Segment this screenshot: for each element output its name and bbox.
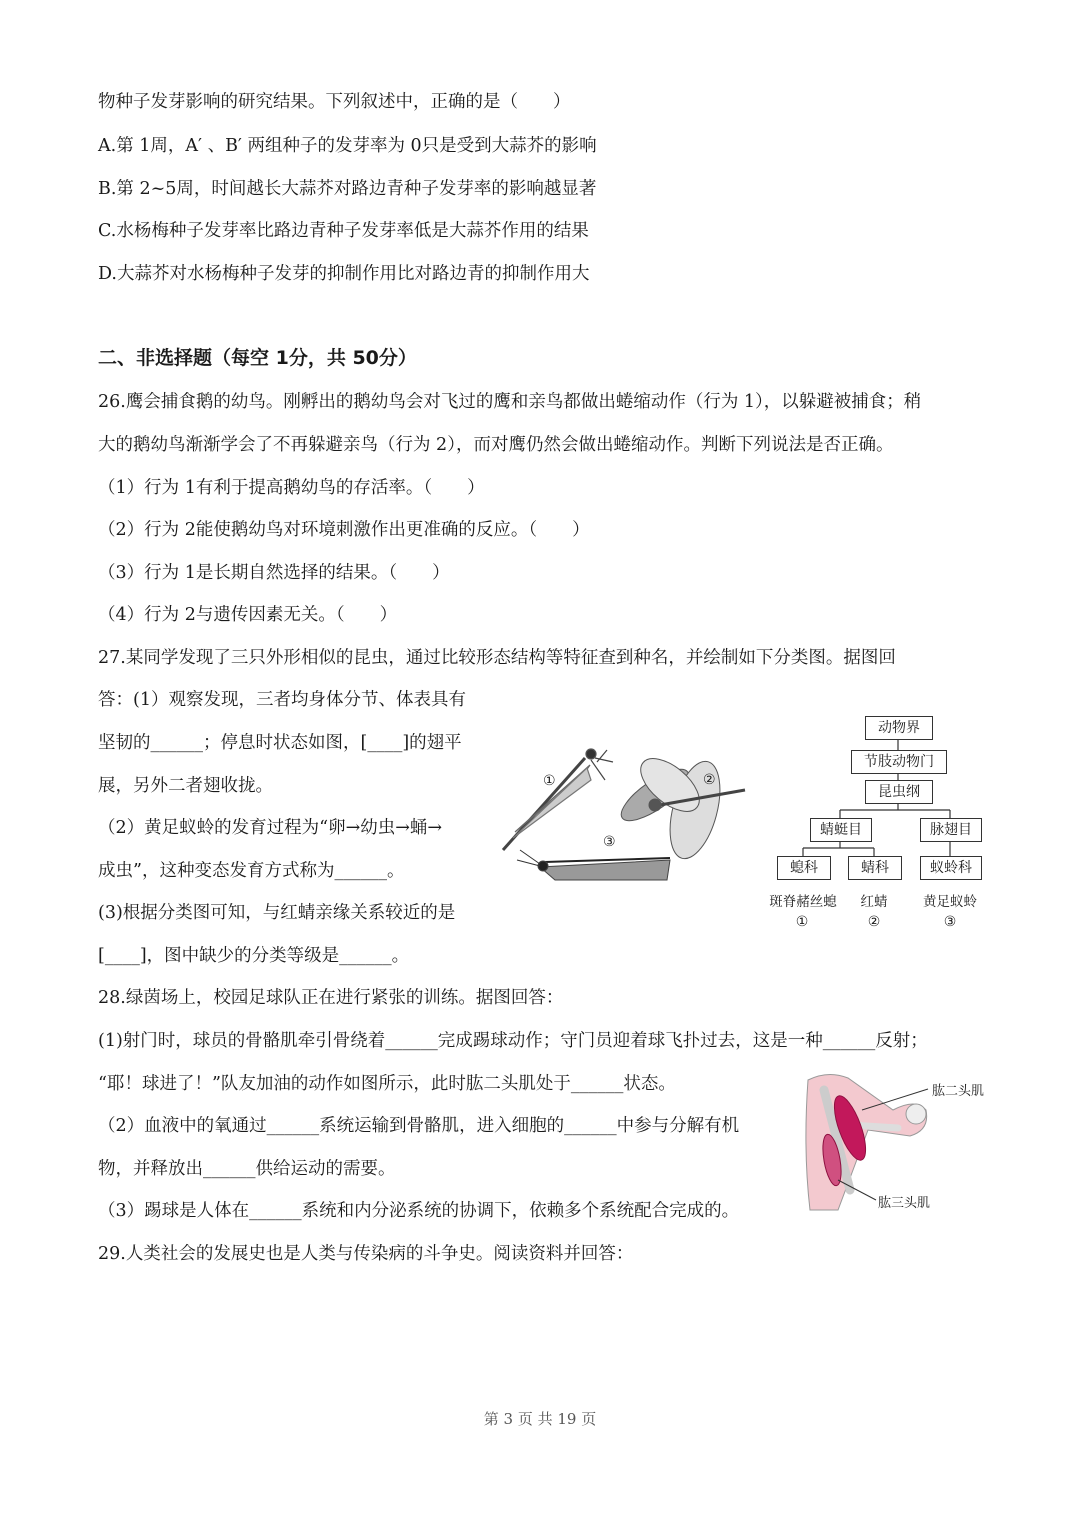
insect-label-2: ② (703, 772, 716, 788)
question-27-line-3: 坚韧的______；停息时状态如图，[____]的翅平 (98, 733, 462, 753)
option-a: A.第 1周，A′ 、B′ 两组种子的发芽率为 0只是受到大蒜芥的影响 (98, 136, 597, 156)
tree-node-phylum: 节肢动物门 (851, 750, 947, 774)
question-27-line-7: (3)根据分类图可知，与红蜻亲缘关系较近的是 (98, 903, 456, 923)
tree-node-order-neuroptera: 脉翅目 (920, 818, 982, 842)
option-d: D.大蒜芥对水杨梅种子发芽的抑制作用比对路边青的抑制作用大 (98, 264, 590, 284)
tree-node-class: 昆虫纲 (865, 780, 933, 804)
damselfly-drawing (503, 749, 613, 850)
tree-node-family-2: 蜻科 (848, 856, 902, 880)
tree-species-3: 黄足蚁蛉 (923, 894, 977, 910)
question-27-line-5: （2）黄足蚁蛉的发育过程为“卵→幼虫→蛹→ (98, 818, 443, 838)
tree-species-2: 红蜻 (860, 894, 888, 910)
text-line: 物种子发芽影响的研究结果。下列叙述中，正确的是（ ） (98, 92, 571, 112)
page-footer: 第 3 页 共 19 页 (483, 1410, 597, 1428)
question-26-line-1: 26.鹰会捕食鹅的幼鸟。刚孵出的鹅幼鸟会对飞过的鹰和亲鸟都做出蜷缩动作（行为 1），以躲避被捕食；稍 (98, 392, 922, 412)
section-heading: 二、非选择题（每空 1分，共 50分） (98, 347, 417, 369)
question-28-line-5: 物，并释放出______供给运动的需要。 (98, 1159, 396, 1179)
question-28-line-4: （2）血液中的氧通过______系统运输到骨骼肌，进入细胞的______中参与分解有机 (98, 1116, 740, 1136)
label-triceps: 肱三头肌 (878, 1196, 931, 1211)
question-27-line-1: 27.某同学发现了三只外形相似的昆虫，通过比较形态结构等特征查到种名，并绘制如下分类图。据图回 (98, 648, 896, 668)
tree-node-family-1: 螅科 (777, 856, 831, 880)
tree-number-1: ① (795, 914, 809, 930)
antlion-drawing (517, 850, 670, 880)
question-28-line-3: “耶！球进了！”队友加油的动作如图所示，此时肱二头肌处于______状态。 (98, 1074, 676, 1094)
tree-node-order-odonata: 蜻蜓目 (810, 818, 872, 842)
tree-species-1: 斑脊赭丝螅 (769, 894, 837, 910)
question-29-line-1: 29.人类社会的发展史也是人类与传染病的斗争史。阅读资料并回答： (98, 1244, 634, 1264)
tree-number-2: ② (867, 914, 881, 930)
question-27-line-2: 答：(1）观察发现，三者均身体分节、体表具有 (98, 690, 466, 710)
question-27-line-8: [____]，图中缺少的分类等级是______。 (98, 946, 410, 966)
dragonfly-drawing (614, 749, 745, 864)
option-c: C.水杨梅种子发芽率比路边青种子发芽率低是大蒜芥作用的结果 (98, 221, 589, 241)
question-26-item-2: （2）行为 2能使鹅幼鸟对环境刺激作出更准确的反应。（ ） (98, 520, 590, 540)
tree-number-3: ③ (943, 914, 957, 930)
question-28-line-1: 28.绿茵场上，校园足球队正在进行紧张的训练。据图回答： (98, 988, 564, 1008)
question-26-item-4: （4）行为 2与遗传因素无关。（ ） (98, 605, 398, 625)
insect-label-3: ③ (603, 834, 616, 850)
insect-illustration (495, 740, 755, 900)
insect-label-1: ① (543, 773, 556, 789)
question-28-line-2: (1)射门时，球员的骨骼肌牵引骨绕着______完成踢球动作；守门员迎着球飞扑过去，这是一种______反射； (98, 1031, 928, 1051)
tree-node-kingdom: 动物界 (865, 716, 933, 740)
question-26-item-1: （1）行为 1有利于提高鹅幼鸟的存活率。（ ） (98, 478, 485, 498)
question-26-item-3: （3）行为 1是长期自然选择的结果。（ ） (98, 563, 450, 583)
tree-node-family-3: 蚁蛉科 (920, 856, 982, 880)
option-b: B.第 2~5周，时间越长大蒜芥对路边青种子发芽率的影响越显著 (98, 179, 597, 199)
question-26-line-2: 大的鹅幼鸟渐渐学会了不再躲避亲鸟（行为 2），而对鹰仍然会做出蜷缩动作。判断下列说法是否正确。 (98, 435, 894, 455)
question-27-line-4: 展，另外二者翅收拢。 (98, 776, 273, 796)
question-28-line-6: （3）踢球是人体在______系统和内分泌系统的协调下，依赖多个系统配合完成的。 (98, 1201, 740, 1221)
label-biceps: 肱二头肌 (932, 1084, 985, 1099)
question-27-line-6: 成虫”，这种变态发育方式称为______。 (98, 861, 405, 881)
